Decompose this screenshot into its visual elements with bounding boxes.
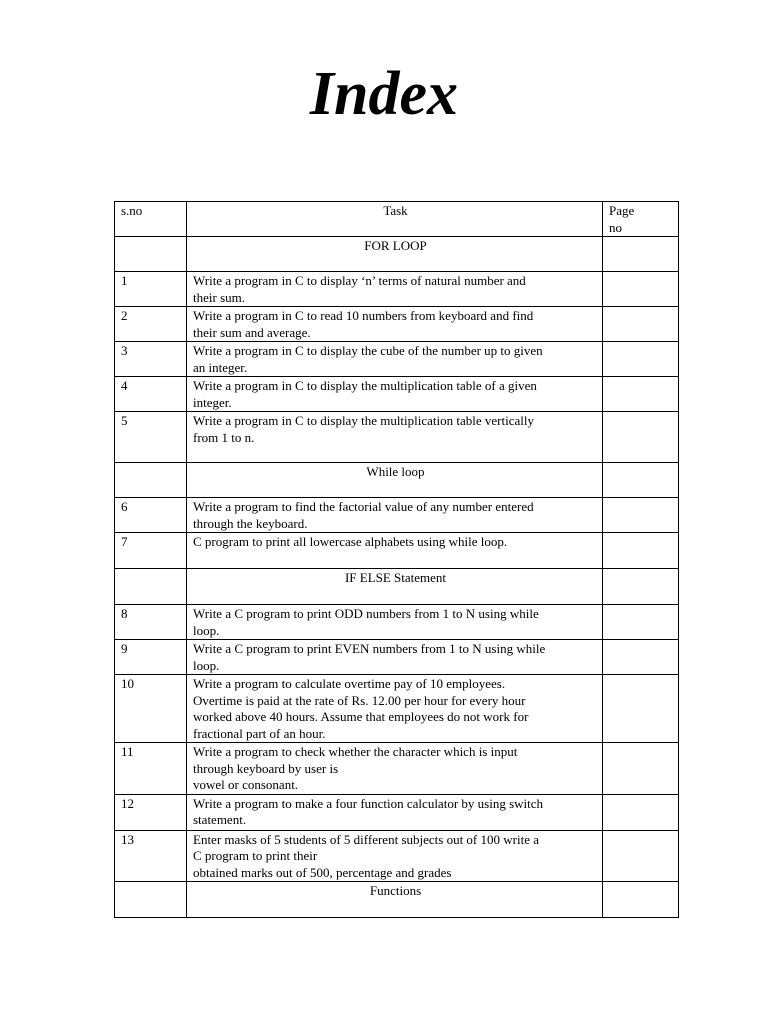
task-line: statement. (193, 812, 247, 827)
row-sno: 5 (115, 412, 187, 463)
section-page-cell (603, 882, 679, 918)
section-sno-cell (115, 463, 187, 498)
table-row (115, 533, 679, 569)
row-page (603, 307, 679, 342)
row-page (603, 640, 679, 675)
table-header-row (115, 202, 679, 237)
table-row (115, 743, 679, 795)
task-line: Write a program in C to display the cube of the number up to given (193, 343, 543, 358)
row-page (603, 675, 679, 743)
task-line: their sum. (193, 289, 245, 305)
row-task (187, 377, 603, 412)
task-line: from 1 to n. (193, 429, 255, 445)
row-task (187, 743, 603, 795)
section-sno-cell (115, 237, 187, 272)
row-sno: 8 (115, 605, 187, 640)
task-line: their sum and average. (193, 324, 311, 340)
row-task (187, 830, 603, 882)
row-page (603, 498, 679, 533)
task-line: integer. (193, 394, 232, 410)
row-task (187, 675, 603, 743)
row-page (603, 830, 679, 882)
task-line: through keyboard by user is (193, 760, 339, 776)
task-line: worked above 40 hours. Assume that employees do not work for (193, 709, 529, 724)
section-row (115, 882, 679, 918)
table-row (115, 307, 679, 342)
row-task (187, 307, 603, 342)
row-task (187, 794, 603, 830)
task-line: Write a program in C to display the multiplication table vertically (193, 413, 534, 428)
task-line: Overtime is paid at the rate of Rs. 12.00 per hour for every hour (193, 692, 526, 708)
header-page-line: Page (609, 203, 635, 218)
task-line: through the keyboard. (193, 515, 308, 531)
task-line: Enter masks of 5 students of 5 different subjects out of 100 write a (193, 831, 539, 847)
row-task (187, 342, 603, 377)
row-sno: 11 (115, 743, 187, 795)
task-line: loop. (193, 657, 220, 673)
row-page (603, 533, 679, 569)
row-page (603, 272, 679, 307)
row-sno: 12 (115, 794, 187, 830)
index-table (114, 201, 679, 918)
section-page-cell (603, 237, 679, 272)
row-sno: 13 (115, 830, 187, 882)
row-sno: 7 (115, 533, 187, 569)
table-row (115, 342, 679, 377)
task-line: Write a program to calculate overtime pay of 10 employees. (193, 676, 506, 691)
row-page (603, 794, 679, 830)
table-row (115, 272, 679, 307)
row-task (187, 272, 603, 307)
header-page-line: no (609, 219, 622, 235)
row-sno: 9 (115, 640, 187, 675)
task-line: loop. (193, 622, 220, 638)
table-row (115, 830, 679, 882)
row-sno: 6 (115, 498, 187, 533)
row-page (603, 605, 679, 640)
section-heading: Functions (187, 882, 603, 918)
task-line: Write a program in C to display ‘n’ terms of natural number and (193, 273, 526, 288)
row-page (603, 377, 679, 412)
table-row (115, 498, 679, 533)
section-page-cell (603, 569, 679, 605)
section-page-cell (603, 463, 679, 498)
task-line: Write a C program to print EVEN numbers from 1 to N using while (193, 641, 546, 656)
task-line: C program to print their (193, 848, 318, 863)
row-task (187, 412, 603, 463)
table-row (115, 794, 679, 830)
task-line: Write a program to find the factorial value of any number entered (193, 499, 534, 514)
row-page (603, 342, 679, 377)
header-page-no (603, 202, 679, 237)
row-page (603, 412, 679, 463)
table-row (115, 377, 679, 412)
row-sno: 1 (115, 272, 187, 307)
row-task (187, 533, 603, 569)
task-line: Write a program to check whether the character which is input (193, 744, 518, 759)
section-heading: FOR LOOP (187, 237, 603, 272)
task-line: Write a program in C to read 10 numbers from keyboard and find (193, 308, 534, 323)
task-line: obtained marks out of 500, percentage and grades (193, 864, 452, 880)
task-line: Write a program in C to display the multiplication table of a given (193, 378, 537, 393)
section-row (115, 569, 679, 605)
section-heading: While loop (187, 463, 603, 498)
task-line: Write a C program to print ODD numbers from 1 to N using while (193, 606, 539, 621)
header-sno: s.no (115, 202, 187, 237)
task-line: C program to print all lowercase alphabets using while loop. (193, 534, 508, 549)
task-line: an integer. (193, 359, 248, 375)
row-page (603, 743, 679, 795)
table-row (115, 675, 679, 743)
section-row (115, 237, 679, 272)
row-task (187, 640, 603, 675)
task-line: vowel or consonant. (193, 777, 299, 792)
row-sno: 4 (115, 377, 187, 412)
row-sno: 2 (115, 307, 187, 342)
section-row (115, 463, 679, 498)
row-task (187, 605, 603, 640)
section-sno-cell (115, 569, 187, 605)
row-sno: 3 (115, 342, 187, 377)
section-sno-cell (115, 882, 187, 918)
table-row (115, 605, 679, 640)
table-row (115, 640, 679, 675)
section-heading: IF ELSE Statement (187, 569, 603, 605)
row-task (187, 498, 603, 533)
row-sno: 10 (115, 675, 187, 743)
table-row (115, 412, 679, 463)
task-line: fractional part of an hour. (193, 725, 326, 741)
header-task: Task (187, 202, 603, 237)
page-title: Index (309, 60, 459, 128)
task-line: Write a program to make a four function calculator by using switch (193, 795, 544, 811)
